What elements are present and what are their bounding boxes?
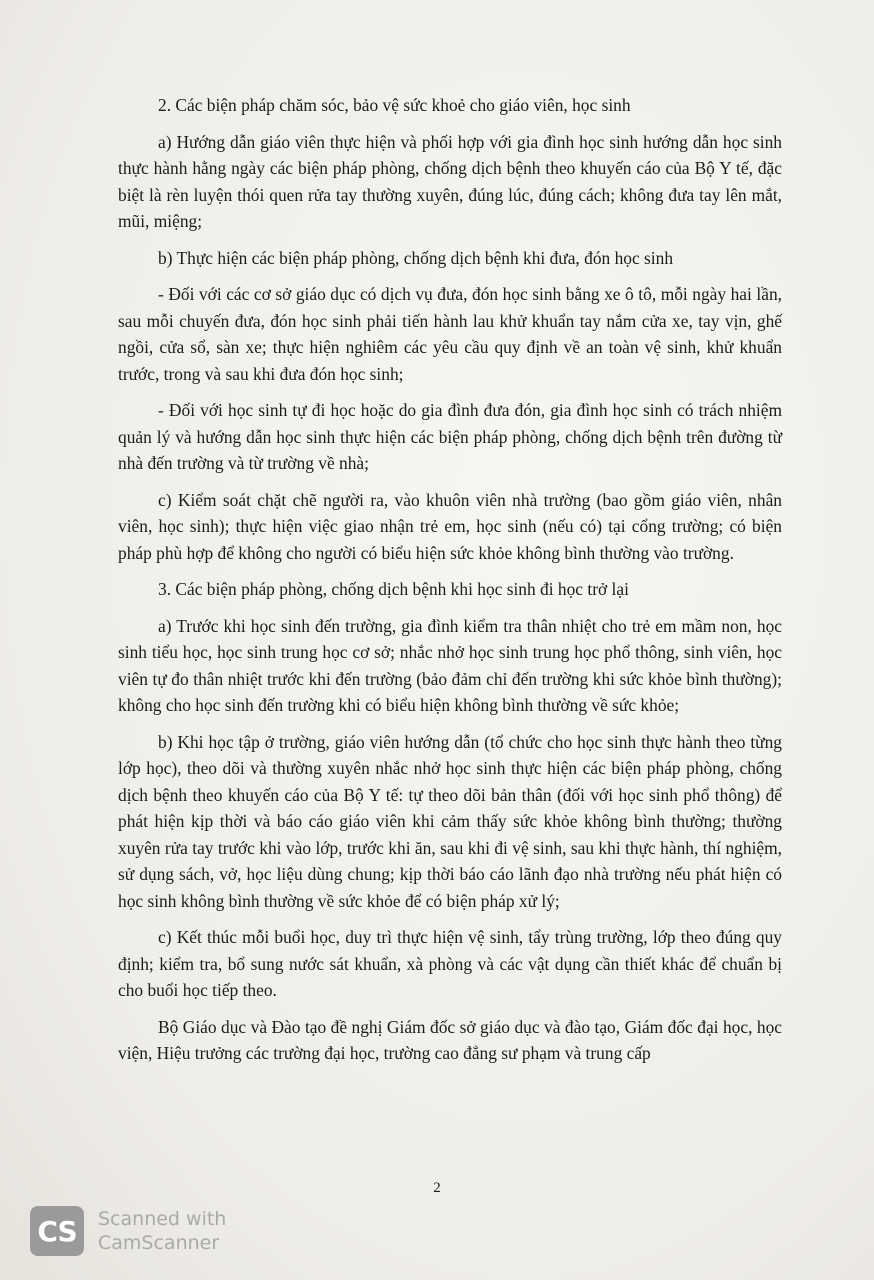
paragraph-closing: Bộ Giáo dục và Đào tạo đề nghị Giám đốc sở giáo dục và đào tạo, Giám đốc đại học, học viện, Hiệu trưởng các trường đại học, trường cao đẳng sư phạm và trung cấp <box>118 1016 782 1063</box>
section-2-heading: 2. Các biện pháp chăm sóc, bảo vệ sức khoẻ cho giáo viên, học sinh <box>158 95 631 115</box>
paragraph-2a: a) Hướng dẫn giáo viên thực hiện và phối hợp với gia đình học sinh hướng dẫn học sinh thực hành hằng ngày các biện pháp phòng, chống dịch bệnh theo khuyến cáo của Bộ Y tế, đặc biệt là rèn luyện thói quen rửa tay thường xuyên, đúng lúc, đúng cách; không đưa tay lên mắt, mũi, miệng; <box>118 131 782 231</box>
camscanner-logo-icon: CS <box>30 1206 84 1256</box>
section-3-heading: 3. Các biện pháp phòng, chống dịch bệnh khi học sinh đi học trở lại <box>158 579 629 599</box>
watermark-line-2: CamScanner <box>98 1232 220 1254</box>
watermark-text <box>98 1207 226 1255</box>
paragraph-2b: b) Thực hiện các biện pháp phòng, chống dịch bệnh khi đưa, đón học sinh <box>158 247 674 268</box>
paragraph-3b: b) Khi học tập ở trường, giáo viên hướng dẫn (tổ chức cho học sinh thực hành theo từng lớp học), theo dõi và thường xuyên nhắc nhở học sinh thực hiện các biện pháp phòng, chống dịch bệnh theo khuyến cáo của Bộ Y tế: tự theo dõi bản thân (đối với học sinh phổ thông) để phát hiện kịp thời và báo cáo giáo viên khi cảm thấy sức khỏe không bình thường; thường xuyên rửa tay trước khi vào lớp, trước khi ăn, sau khi đi vệ sinh, sau khi thực hành, thí nghiệm, sử dụng sách, vở, học liệu dùng chung; kịp thời báo cáo lãnh đạo nhà trường nếu phát hiện có học sinh không bình thường về sức khỏe để có biện pháp xử lý; <box>118 731 782 911</box>
page-number: 2 <box>433 1180 441 1196</box>
document-body <box>118 92 782 1077</box>
watermark-line-1: Scanned with <box>98 1208 227 1230</box>
camscanner-watermark <box>30 1205 226 1257</box>
paragraph-2b-bullet-2: - Đối với học sinh tự đi học hoặc do gia đình đưa đón, gia đình học sinh có trách nhiệm quản lý và hướng dẫn học sinh thực hiện các biện pháp phòng, chống dịch bệnh trên đường từ nhà đến trường và từ trường về nhà; <box>118 400 782 473</box>
paragraph-2b-bullet-1: - Đối với các cơ sở giáo dục có dịch vụ đưa, đón học sinh bằng xe ô tô, mỗi ngày hai lần, sau mỗi chuyến đưa, đón học sinh phải tiến hành lau khử khuẩn tay nắm cửa xe, tay vịn, ghế ngồi, cửa sổ, sàn xe; thực hiện nghiêm các yêu cầu quy định về an toàn vệ sinh, khử khuẩn trước, trong và sau khi đưa đón học sinh; <box>118 284 782 384</box>
paragraph-2c: c) Kiểm soát chặt chẽ người ra, vào khuôn viên nhà trường (bao gồm giáo viên, nhân viên, học sinh); thực hiện việc giao nhận trẻ em, học sinh (nếu có) tại cổng trường; có biện pháp phù hợp để không cho người có biểu hiện sức khỏe không bình thường vào trường. <box>118 489 782 563</box>
paragraph-3a: a) Trước khi học sinh đến trường, gia đình kiểm tra thân nhiệt cho trẻ em mầm non, học sinh tiểu học, học sinh trung học cơ sở; nhắc nhở học sinh trung học phổ thông, sinh viên, học viên tự đo thân nhiệt trước khi đến trường (bảo đảm chỉ đến trường khi sức khỏe bình thường); không cho học sinh đến trường khi có biểu hiện không bình thường về sức khỏe; <box>118 615 782 715</box>
paragraph-3c: c) Kết thúc mỗi buổi học, duy trì thực hiện vệ sinh, tẩy trùng trường, lớp theo đúng quy định; kiểm tra, bổ sung nước sát khuẩn, xà phòng và các vật dụng cần thiết khác để chuẩn bị cho buổi học tiếp theo. <box>118 927 782 1000</box>
